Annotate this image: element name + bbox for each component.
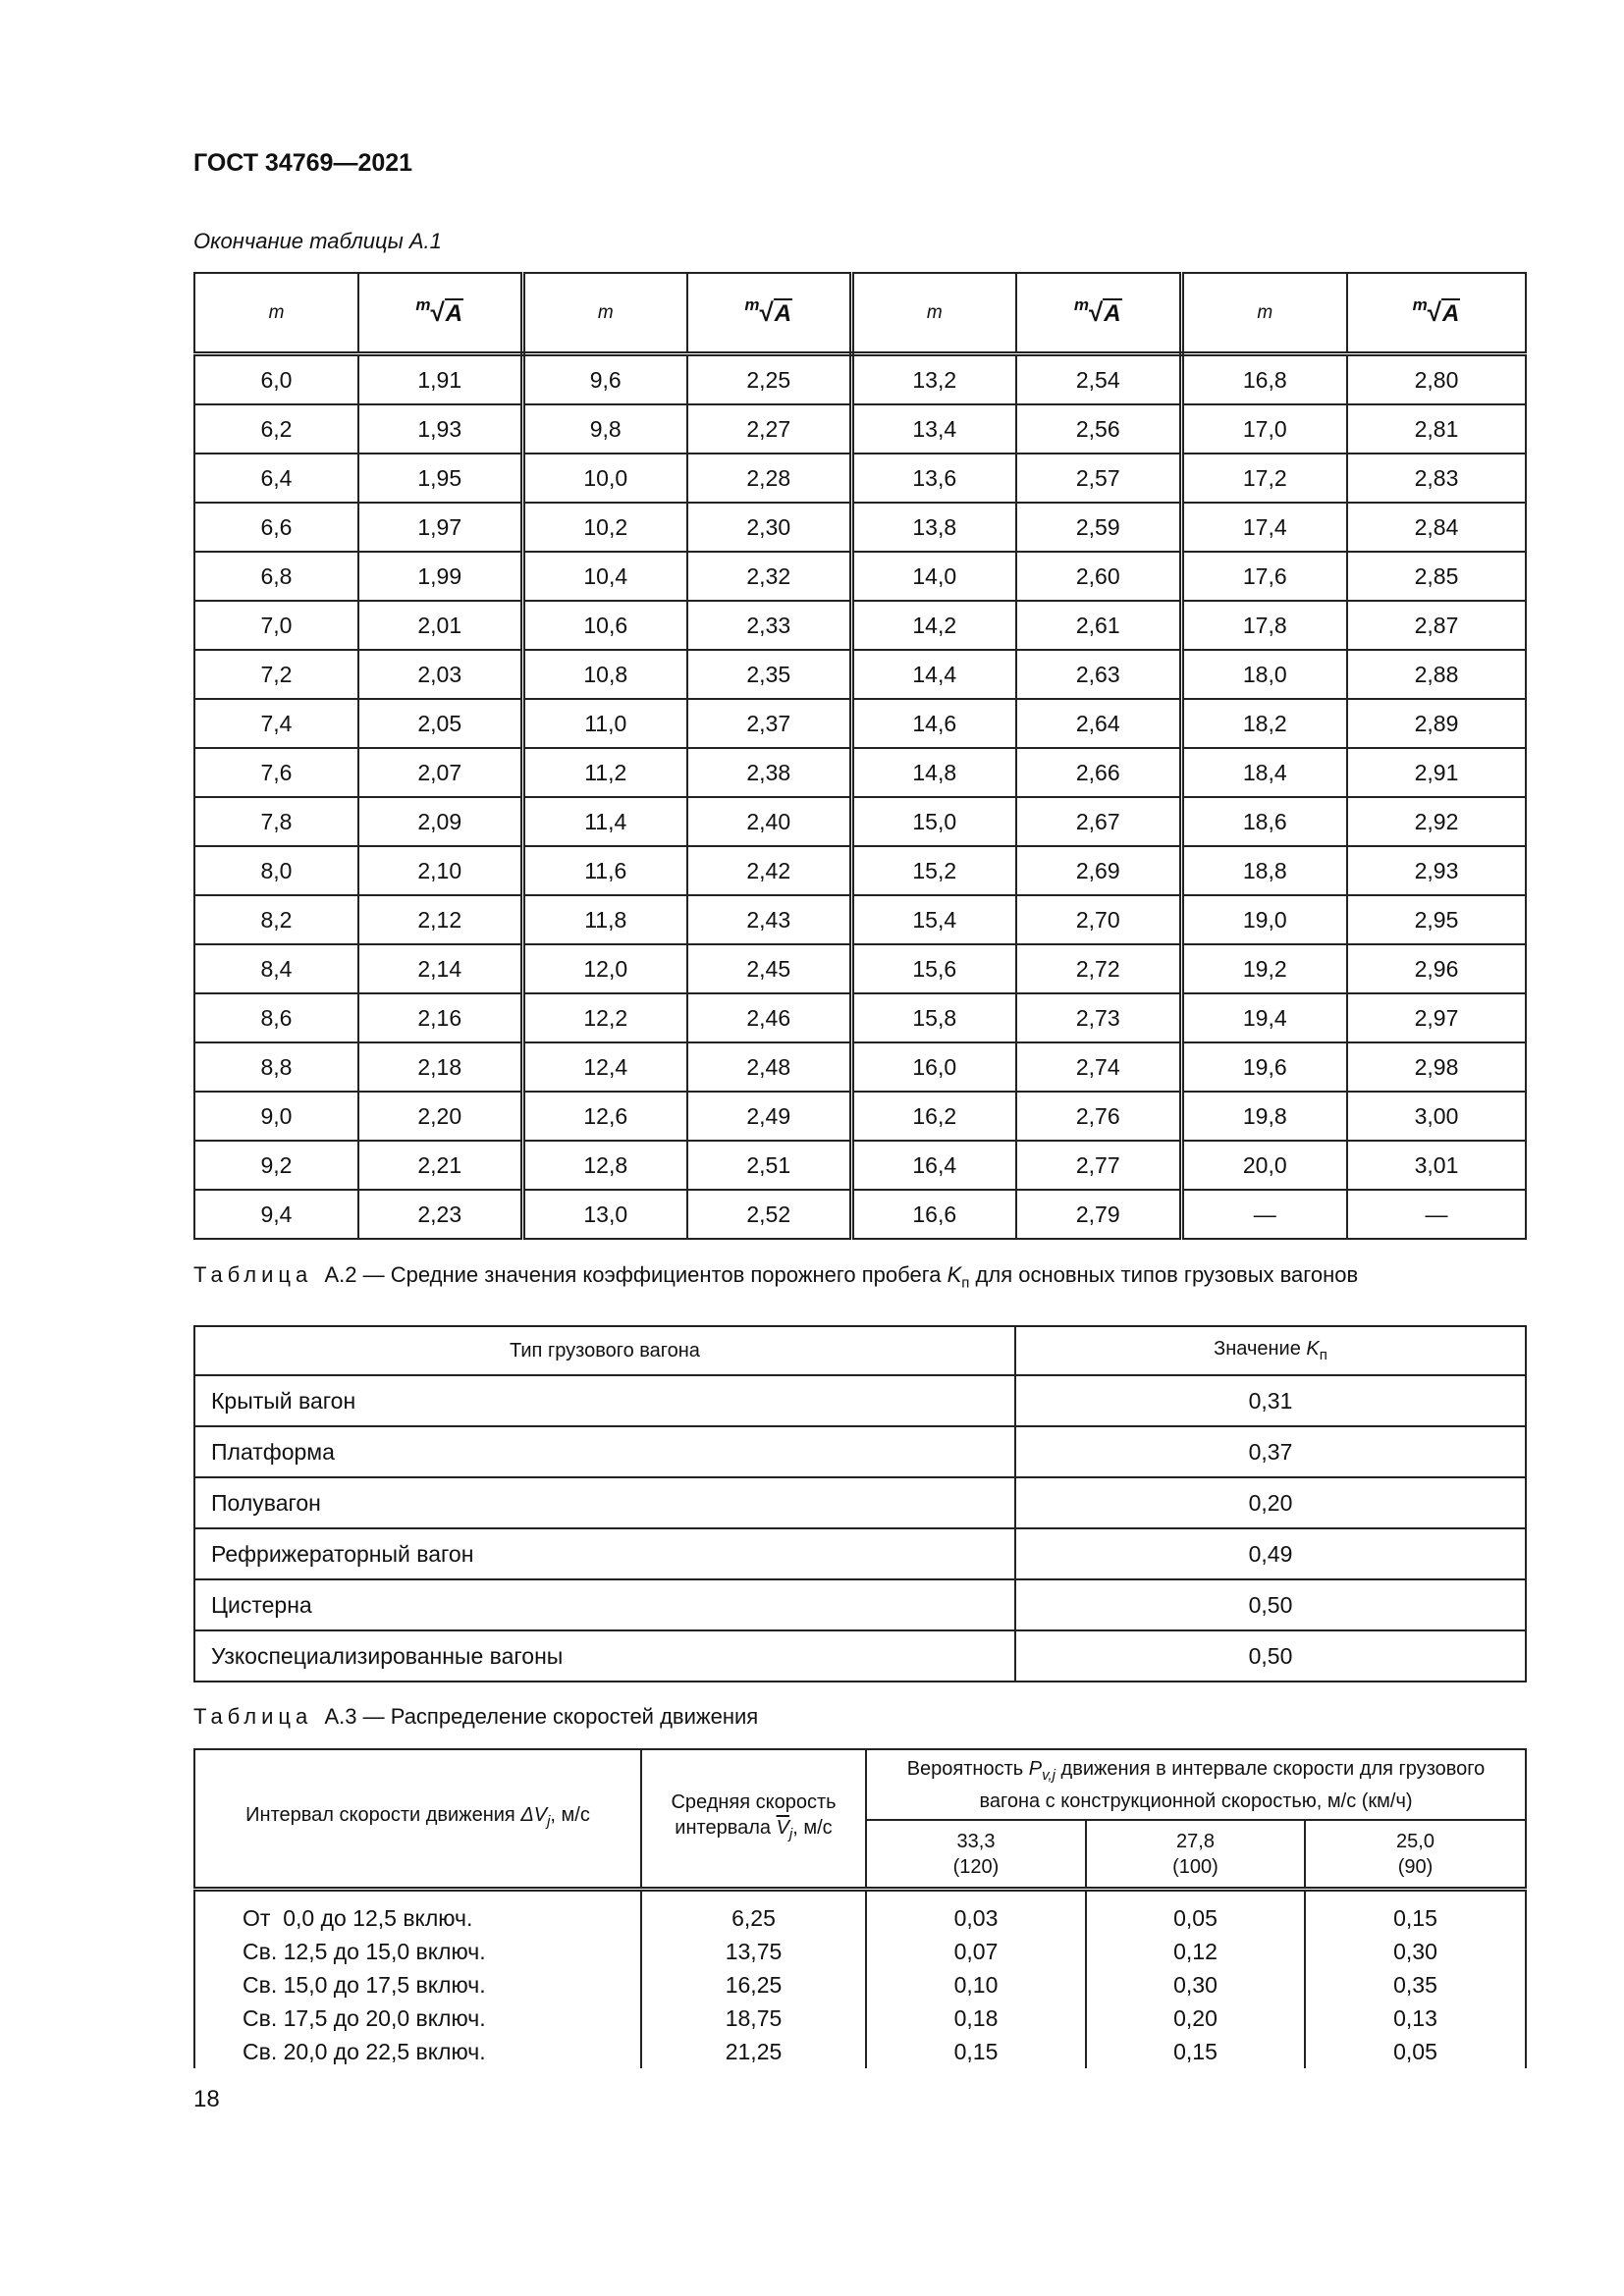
wagon-type-cell: Узкоспециализированные вагоны: [194, 1630, 1015, 1682]
table-cell: 12,6: [522, 1092, 687, 1141]
table-row: [194, 1375, 1526, 1426]
table-cell: 2,95: [1347, 895, 1526, 944]
table-cell: 9,4: [194, 1190, 358, 1239]
interval-cell: От 0,0 до 12,5 включ.: [194, 1890, 641, 1936]
table-cell: 2,60: [1016, 552, 1181, 601]
table-row: [194, 1968, 1526, 2002]
probability-cell: 0,15: [866, 2035, 1086, 2068]
table-cell: 2,66: [1016, 748, 1181, 797]
table-cell: 1,93: [358, 404, 522, 454]
table-cell: 2,64: [1016, 699, 1181, 748]
table-cell: 2,93: [1347, 846, 1526, 895]
table-cell: 2,59: [1016, 503, 1181, 552]
kp-value-cell: 0,20: [1015, 1477, 1526, 1528]
col-m-header: m: [851, 273, 1016, 354]
table-cell: 11,6: [522, 846, 687, 895]
table-cell: 15,0: [851, 797, 1016, 846]
table-cell: 13,0: [522, 1190, 687, 1239]
table-row: [194, 1528, 1526, 1579]
table-cell: 2,72: [1016, 944, 1181, 993]
table-cell: 15,6: [851, 944, 1016, 993]
table-cell: 2,76: [1016, 1092, 1181, 1141]
table-cell: 16,0: [851, 1042, 1016, 1092]
table-row: [194, 1935, 1526, 1968]
table-cell: 16,6: [851, 1190, 1016, 1239]
table-cell: 18,4: [1181, 748, 1347, 797]
table-cell: 2,92: [1347, 797, 1526, 846]
probability-cell: 0,07: [866, 1935, 1086, 1968]
table-row: [194, 1141, 1526, 1190]
table-cell: 2,35: [687, 650, 851, 699]
table-cell: 15,8: [851, 993, 1016, 1042]
table-cell: 2,79: [1016, 1190, 1181, 1239]
table-row: [194, 404, 1526, 454]
probability-cell: 0,15: [1086, 2035, 1305, 2068]
table-cell: 2,80: [1347, 354, 1526, 405]
col-speed-header: 27,8 (100): [1086, 1820, 1305, 1890]
table-cell: 14,2: [851, 601, 1016, 650]
probability-cell: 0,35: [1305, 1968, 1526, 2002]
table-cell: 6,4: [194, 454, 358, 503]
table-cell: 1,95: [358, 454, 522, 503]
table-row: [194, 944, 1526, 993]
table-cell: 2,01: [358, 601, 522, 650]
col-kp-value-header: Значение $K_п$: [1015, 1326, 1526, 1375]
table-cell: 6,2: [194, 404, 358, 454]
table-row: [194, 1579, 1526, 1630]
table-cell: 2,38: [687, 748, 851, 797]
table-row: [194, 2035, 1526, 2068]
table-cell: 8,0: [194, 846, 358, 895]
table-cell: 2,83: [1347, 454, 1526, 503]
table-cell: 2,70: [1016, 895, 1181, 944]
table-a2: [193, 1325, 1527, 1682]
table-cell: 15,2: [851, 846, 1016, 895]
wagon-type-cell: Цистерна: [194, 1579, 1015, 1630]
table-row: [194, 1630, 1526, 1682]
table-cell: 6,6: [194, 503, 358, 552]
table-row: [194, 993, 1526, 1042]
table-row: [194, 895, 1526, 944]
table-cell: 20,0: [1181, 1141, 1347, 1190]
table-cell: 18,2: [1181, 699, 1347, 748]
table-cell: 10,0: [522, 454, 687, 503]
probability-cell: 0,20: [1086, 2002, 1305, 2035]
col-avg-speed-header: Средняя скорость интервала $\overline{V}_j$, м/с: [641, 1749, 866, 1890]
table-cell: 11,2: [522, 748, 687, 797]
table-cell: 13,2: [851, 354, 1016, 405]
table-row: [194, 552, 1526, 601]
table-cell: 14,4: [851, 650, 1016, 699]
table-cell: 16,8: [1181, 354, 1347, 405]
avg-speed-cell: 16,25: [641, 1968, 866, 2002]
table-cell: 2,45: [687, 944, 851, 993]
avg-speed-cell: 21,25: [641, 2035, 866, 2068]
table-cell: 6,8: [194, 552, 358, 601]
table-row: [194, 1477, 1526, 1528]
table-cell: 2,73: [1016, 993, 1181, 1042]
wagon-type-cell: Полувагон: [194, 1477, 1015, 1528]
table-cell: 2,89: [1347, 699, 1526, 748]
table-cell: 10,6: [522, 601, 687, 650]
table-cell: 2,81: [1347, 404, 1526, 454]
col-speed-header: 25,0 (90): [1305, 1820, 1526, 1890]
table-cell: 2,23: [358, 1190, 522, 1239]
table-cell: 2,51: [687, 1141, 851, 1190]
col-m-header: m: [1181, 273, 1347, 354]
table-cell: 13,8: [851, 503, 1016, 552]
document-code: ГОСТ 34769—2021: [193, 149, 413, 177]
wagon-type-cell: Платформа: [194, 1426, 1015, 1477]
table-cell: 9,0: [194, 1092, 358, 1141]
table-cell: 8,2: [194, 895, 358, 944]
table-cell: 17,0: [1181, 404, 1347, 454]
table-cell: 7,4: [194, 699, 358, 748]
table-cell: 14,8: [851, 748, 1016, 797]
table-cell: 9,6: [522, 354, 687, 405]
table-cell: 2,10: [358, 846, 522, 895]
table-cell: 14,0: [851, 552, 1016, 601]
kp-value-cell: 0,31: [1015, 1375, 1526, 1426]
table-cell: 2,18: [358, 1042, 522, 1092]
table-cell: 19,4: [1181, 993, 1347, 1042]
table-row: [194, 1890, 1526, 1936]
table-cell: 2,48: [687, 1042, 851, 1092]
probability-cell: 0,03: [866, 1890, 1086, 1936]
table-cell: 7,6: [194, 748, 358, 797]
avg-speed-cell: 6,25: [641, 1890, 866, 1936]
table-cell: 6,0: [194, 354, 358, 405]
interval-cell: Св. 20,0 до 22,5 включ.: [194, 2035, 641, 2068]
table-cell: 2,40: [687, 797, 851, 846]
table-cell: 3,01: [1347, 1141, 1526, 1190]
table-cell: 2,32: [687, 552, 851, 601]
table-cell: 2,03: [358, 650, 522, 699]
table-cell: 15,4: [851, 895, 1016, 944]
table-cell: 2,54: [1016, 354, 1181, 405]
table-cell: 2,43: [687, 895, 851, 944]
table-cell: 9,8: [522, 404, 687, 454]
col-m-header: m: [522, 273, 687, 354]
table-cell: 7,2: [194, 650, 358, 699]
table-cell: 2,67: [1016, 797, 1181, 846]
table-cell: 7,8: [194, 797, 358, 846]
table-cell: 8,4: [194, 944, 358, 993]
table-cell: 10,2: [522, 503, 687, 552]
table-cell: 2,42: [687, 846, 851, 895]
probability-cell: 0,18: [866, 2002, 1086, 2035]
table-cell: 14,6: [851, 699, 1016, 748]
table-cell: 11,8: [522, 895, 687, 944]
table-cell: 13,6: [851, 454, 1016, 503]
table-row: [194, 748, 1526, 797]
table-cell: 2,20: [358, 1092, 522, 1141]
table-row: [194, 503, 1526, 552]
probability-cell: 0,12: [1086, 1935, 1305, 1968]
table-cell: 2,07: [358, 748, 522, 797]
table-cell: 2,09: [358, 797, 522, 846]
table-cell: 10,8: [522, 650, 687, 699]
table-cell: 19,2: [1181, 944, 1347, 993]
col-root-header: $^m$√A: [1347, 273, 1526, 354]
table-cell: 18,6: [1181, 797, 1347, 846]
interval-cell: Св. 17,5 до 20,0 включ.: [194, 2002, 641, 2035]
table-row: [194, 1426, 1526, 1477]
table-cell: 2,21: [358, 1141, 522, 1190]
kp-value-cell: 0,50: [1015, 1579, 1526, 1630]
table-cell: 2,69: [1016, 846, 1181, 895]
table-cell: 18,0: [1181, 650, 1347, 699]
probability-cell: 0,15: [1305, 1890, 1526, 1936]
table-cell: 2,74: [1016, 1042, 1181, 1092]
col-root-header: $^m$√A: [1016, 273, 1181, 354]
probability-cell: 0,13: [1305, 2002, 1526, 2035]
table-cell: 18,8: [1181, 846, 1347, 895]
table-cell: —: [1347, 1190, 1526, 1239]
table-cell: 16,4: [851, 1141, 1016, 1190]
table-cell: 2,28: [687, 454, 851, 503]
table-row: [194, 601, 1526, 650]
table-cell: 2,12: [358, 895, 522, 944]
col-m-header: m: [194, 273, 358, 354]
table-cell: 19,8: [1181, 1092, 1347, 1141]
col-root-header: $^m$√A: [358, 273, 522, 354]
table-a2-caption: Таблица А.2 — Средние значения коэффициентов порожнего пробега $K_п$ для основных типов грузовых вагонов: [193, 1262, 1359, 1292]
table-row: [194, 699, 1526, 748]
table-cell: 2,16: [358, 993, 522, 1042]
col-probability-header: Вероятность $P_{v,j}$ движения в интервале скорости для грузового вагона с конструкционной скоростью, м/с (км/ч): [866, 1749, 1526, 1820]
table-cell: 11,4: [522, 797, 687, 846]
table-cell: 2,84: [1347, 503, 1526, 552]
wagon-type-cell: Крытый вагон: [194, 1375, 1015, 1426]
table-cell: 2,33: [687, 601, 851, 650]
interval-cell: Св. 15,0 до 17,5 включ.: [194, 1968, 641, 2002]
avg-speed-cell: 13,75: [641, 1935, 866, 1968]
table-row: [194, 797, 1526, 846]
table-cell: 11,0: [522, 699, 687, 748]
table-cell: 2,27: [687, 404, 851, 454]
table-row: [194, 1092, 1526, 1141]
avg-speed-cell: 18,75: [641, 2002, 866, 2035]
table-row: [194, 650, 1526, 699]
table-cell: 2,57: [1016, 454, 1181, 503]
table-cell: 2,98: [1347, 1042, 1526, 1092]
table-row: [194, 1042, 1526, 1092]
interval-cell: Св. 12,5 до 15,0 включ.: [194, 1935, 641, 1968]
table-cell: —: [1181, 1190, 1347, 1239]
table-cell: 2,96: [1347, 944, 1526, 993]
table-cell: 1,97: [358, 503, 522, 552]
table-a1-caption: Окончание таблицы А.1: [193, 229, 442, 253]
kp-value-cell: 0,50: [1015, 1630, 1526, 1682]
table-cell: 2,30: [687, 503, 851, 552]
table-cell: 2,46: [687, 993, 851, 1042]
table-row: [194, 1190, 1526, 1239]
table-cell: 2,14: [358, 944, 522, 993]
table-cell: 12,2: [522, 993, 687, 1042]
table-cell: 12,8: [522, 1141, 687, 1190]
table-cell: 2,37: [687, 699, 851, 748]
table-a3-caption: Таблица А.3 — Распределение скоростей движения: [193, 1704, 759, 1729]
table-cell: 8,8: [194, 1042, 358, 1092]
table-cell: 12,4: [522, 1042, 687, 1092]
table-cell: 2,87: [1347, 601, 1526, 650]
table-row: [194, 354, 1526, 405]
table-cell: 17,6: [1181, 552, 1347, 601]
table-cell: 13,4: [851, 404, 1016, 454]
table-cell: 2,97: [1347, 993, 1526, 1042]
table-cell: 2,88: [1347, 650, 1526, 699]
table-cell: 16,2: [851, 1092, 1016, 1141]
page-number: 18: [193, 2086, 220, 2112]
table-cell: 17,8: [1181, 601, 1347, 650]
table-cell: 2,63: [1016, 650, 1181, 699]
table-cell: 10,4: [522, 552, 687, 601]
table-cell: 17,4: [1181, 503, 1347, 552]
table-cell: 2,56: [1016, 404, 1181, 454]
table-row: [194, 846, 1526, 895]
table-cell: 2,49: [687, 1092, 851, 1141]
probability-cell: 0,30: [1086, 1968, 1305, 2002]
table-row: [194, 454, 1526, 503]
table-cell: 17,2: [1181, 454, 1347, 503]
table-cell: 7,0: [194, 601, 358, 650]
table-cell: 2,25: [687, 354, 851, 405]
table-cell: 2,77: [1016, 1141, 1181, 1190]
col-speed-header: 33,3 (120): [866, 1820, 1086, 1890]
table-a1-header-row: [194, 273, 1526, 354]
table-a1: [193, 272, 1527, 1240]
col-wagon-type-header: Тип грузового вагона: [194, 1326, 1015, 1375]
table-cell: 8,6: [194, 993, 358, 1042]
table-cell: 2,85: [1347, 552, 1526, 601]
probability-cell: 0,30: [1305, 1935, 1526, 1968]
table-cell: 2,52: [687, 1190, 851, 1239]
table-cell: 12,0: [522, 944, 687, 993]
table-cell: 19,6: [1181, 1042, 1347, 1092]
table-a3: [193, 1748, 1527, 2068]
wagon-type-cell: Рефрижераторный вагон: [194, 1528, 1015, 1579]
probability-cell: 0,05: [1305, 2035, 1526, 2068]
table-cell: 2,61: [1016, 601, 1181, 650]
table-cell: 3,00: [1347, 1092, 1526, 1141]
table-cell: 2,91: [1347, 748, 1526, 797]
table-cell: 1,99: [358, 552, 522, 601]
col-root-header: $^m$√A: [687, 273, 851, 354]
table-cell: 9,2: [194, 1141, 358, 1190]
kp-value-cell: 0,49: [1015, 1528, 1526, 1579]
table-cell: 2,05: [358, 699, 522, 748]
col-interval-header: Интервал скорости движения $\Delta V_j$, м/с: [194, 1749, 641, 1890]
table-cell: 19,0: [1181, 895, 1347, 944]
kp-value-cell: 0,37: [1015, 1426, 1526, 1477]
table-row: [194, 2002, 1526, 2035]
table-cell: 1,91: [358, 354, 522, 405]
probability-cell: 0,10: [866, 1968, 1086, 2002]
probability-cell: 0,05: [1086, 1890, 1305, 1936]
